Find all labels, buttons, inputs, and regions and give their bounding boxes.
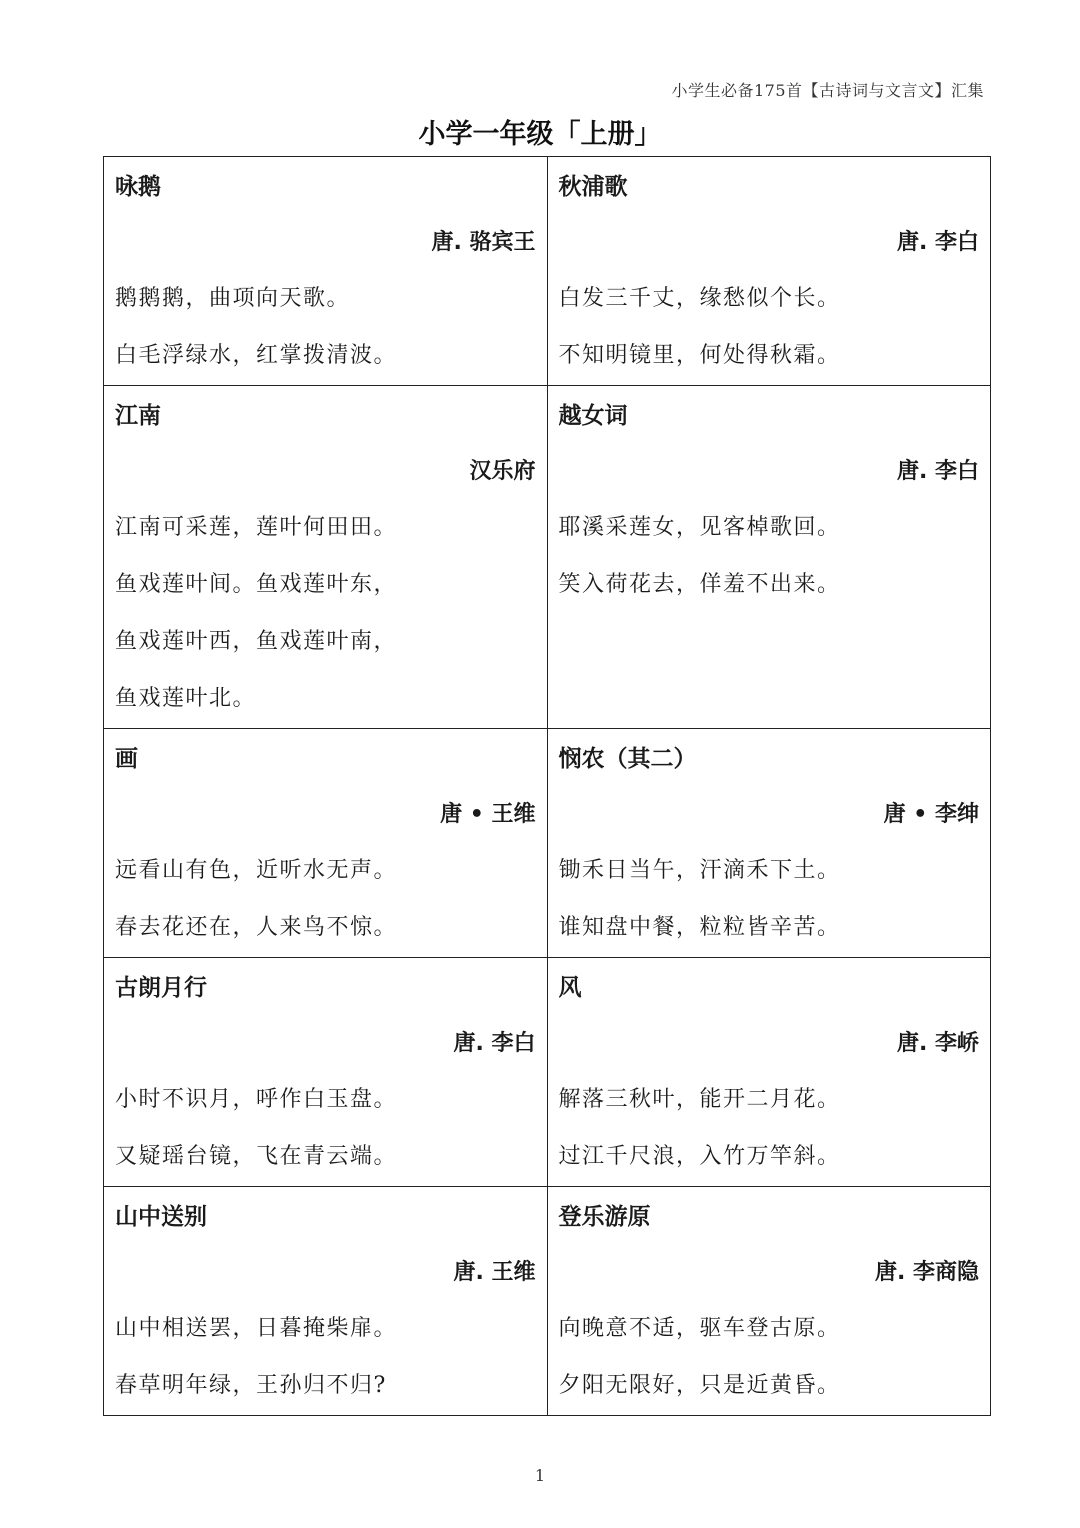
table-row [104, 729, 991, 958]
poem-line: 江南可采莲，莲叶何田田。 [115, 515, 398, 540]
poem-line: 远看山有色，近听水无声。 [115, 858, 398, 883]
poem-title: 画 [115, 746, 138, 772]
poem-author: 汉乐府 [469, 459, 536, 484]
poem-title: 风 [558, 975, 582, 1001]
poem-author: 唐. 骆宾王 [431, 230, 536, 255]
poem-line: 白发三千丈，缘愁似个长。 [558, 286, 841, 311]
poem-author: 唐. 王维 [453, 1260, 536, 1285]
poem-title: 秋浦歌 [558, 174, 628, 200]
table-row [104, 157, 991, 386]
poem-line: 又疑瑶台镜，飞在青云端。 [115, 1144, 398, 1169]
poem-line: 笑入荷花去，佯羞不出来。 [558, 572, 841, 597]
poem-author: 唐. 李白 [896, 459, 979, 484]
table-row [104, 386, 991, 729]
poem-line: 解落三秋叶，能开二月花。 [558, 1087, 841, 1112]
poem-title: 登乐游原 [558, 1204, 651, 1230]
poem-title: 古朗月行 [115, 975, 207, 1001]
poem-line: 谁知盘中餐，粒粒皆辛苦。 [558, 915, 841, 940]
poem-author: 唐. 李商隐 [874, 1260, 979, 1285]
poem-author: 唐. 李白 [896, 230, 979, 255]
poem-title: 山中送别 [115, 1204, 207, 1230]
poem-line: 鹅鹅鹅，曲项向天歌。 [115, 286, 351, 311]
poem-line: 春草明年绿，王孙归不归? [115, 1373, 387, 1398]
poem-cell [547, 386, 991, 729]
poem-cell [104, 157, 548, 386]
poem-cell [104, 958, 548, 1187]
poem-cell [547, 729, 991, 958]
page-number: 1 [534, 1466, 546, 1485]
poem-title: 越女词 [558, 403, 628, 429]
poem-title: 悯农（其二） [558, 746, 697, 772]
poem-title: 咏鹅 [115, 174, 161, 200]
poem-line: 过江千尺浪，入竹万竿斜。 [558, 1144, 841, 1169]
poem-title: 江南 [115, 403, 161, 429]
poem-cell [547, 958, 991, 1187]
table-row [104, 958, 991, 1187]
poem-author: 唐 • 李绅 [883, 802, 979, 827]
poem-line: 耶溪采莲女，见客棹歌回。 [558, 515, 841, 540]
poem-author: 唐 • 王维 [440, 802, 536, 827]
page-title: 小学一年级「上册」 [418, 119, 662, 150]
poem-cell [104, 729, 548, 958]
poem-table [103, 156, 991, 1416]
poem-line: 小时不识月，呼作白玉盘。 [115, 1087, 398, 1112]
poem-line: 夕阳无限好，只是近黄昏。 [558, 1373, 841, 1398]
poem-line: 锄禾日当午，汗滴禾下土。 [558, 858, 841, 883]
poem-cell [104, 1187, 548, 1416]
poem-line: 春去花还在，人来鸟不惊。 [115, 915, 398, 940]
poem-author: 唐. 李峤 [896, 1031, 979, 1056]
poem-line: 鱼戏莲叶间。鱼戏莲叶东， [115, 572, 398, 597]
poem-line: 鱼戏莲叶北。 [115, 686, 257, 711]
table-row [104, 1187, 991, 1416]
poem-cell [104, 386, 548, 729]
running-header: 小学生必备175首【古诗词与文言文】汇集 [671, 81, 984, 100]
poem-line: 向晚意不适，驱车登古原。 [558, 1316, 841, 1341]
poem-line: 不知明镜里，何处得秋霜。 [558, 343, 841, 368]
poem-line: 白毛浮绿水，红掌拨清波。 [115, 343, 398, 368]
poem-cell [547, 157, 991, 386]
poem-author: 唐. 李白 [453, 1031, 536, 1056]
poem-line: 山中相送罢，日暮掩柴扉。 [115, 1316, 398, 1341]
poem-line: 鱼戏莲叶西，鱼戏莲叶南， [115, 629, 398, 654]
poem-cell [547, 1187, 991, 1416]
